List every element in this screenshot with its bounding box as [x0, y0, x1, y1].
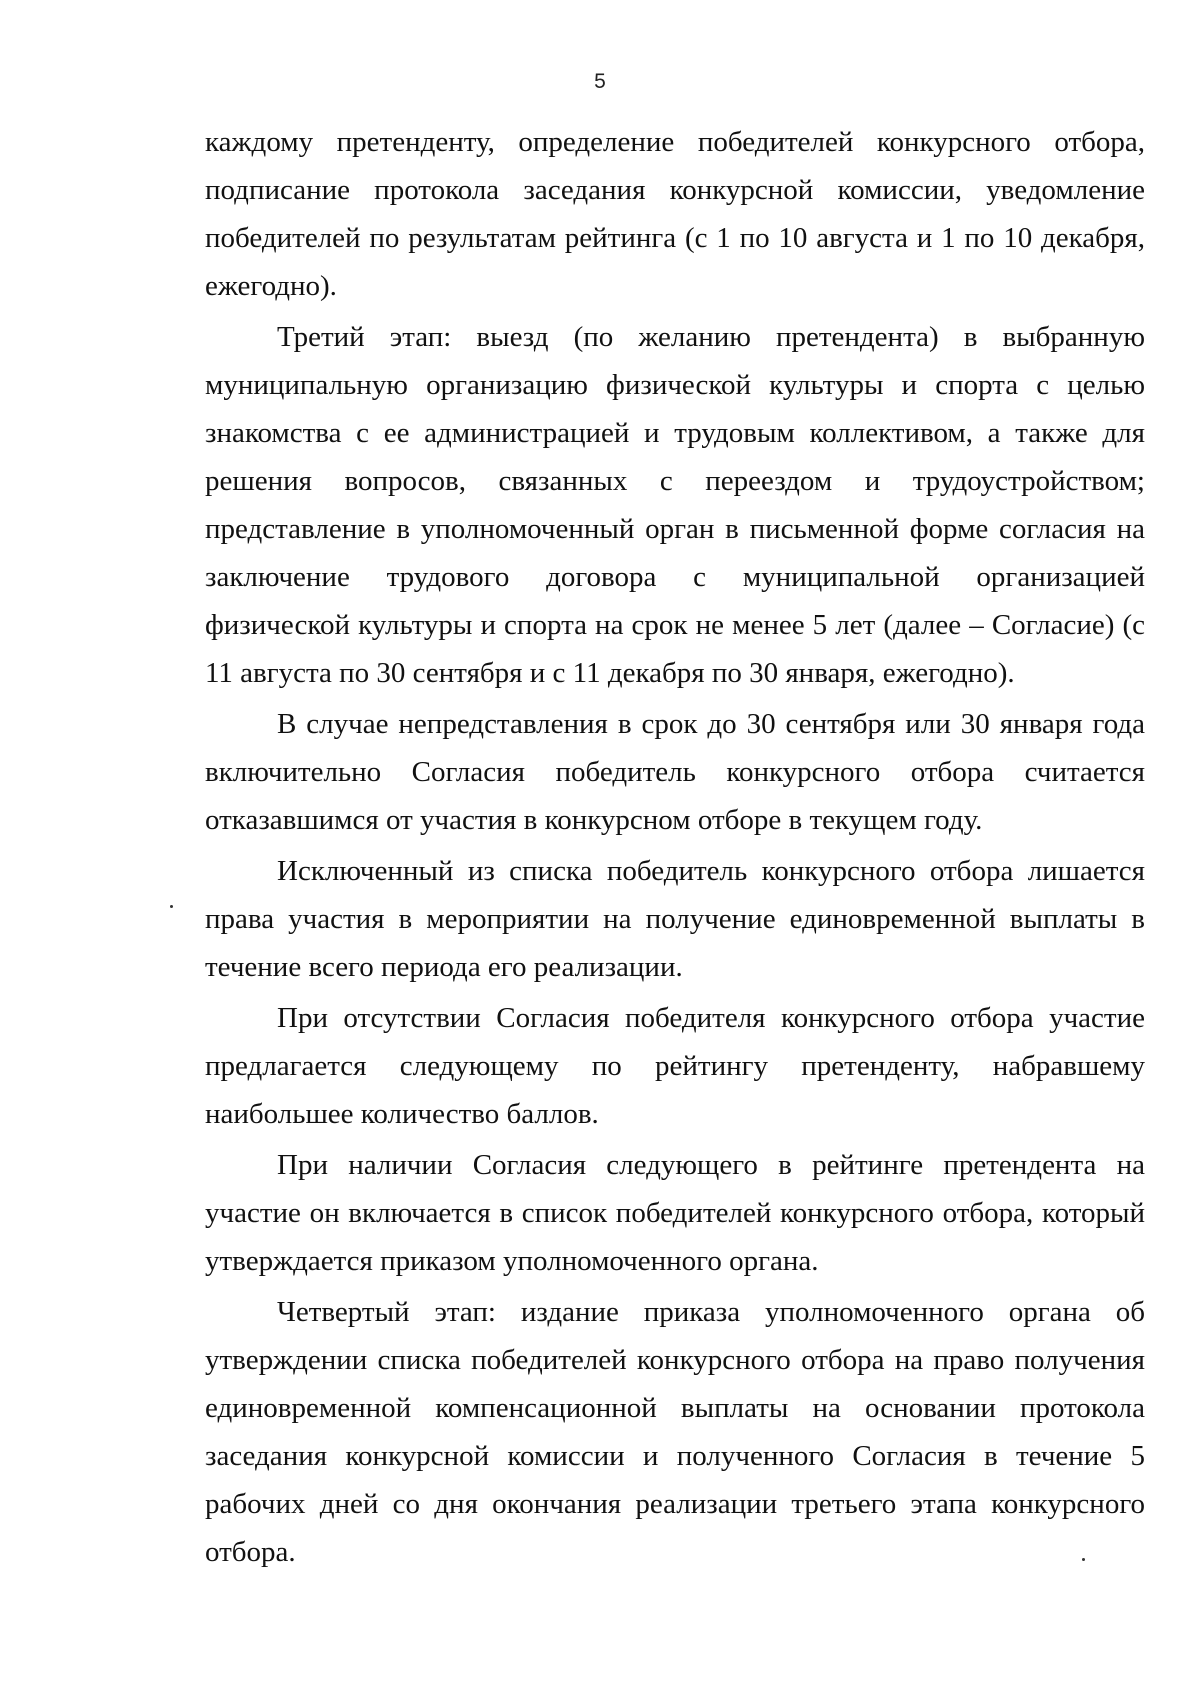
paragraph-continuation: каждому претенденту, определение победителей конкурсного отбора, подписание протокола заседания конкурсной комиссии, уведомление победителей по результатам рейтинга (с 1 по 10 августа и 1 по 10 декабря, ежегодно). [205, 126, 1145, 302]
page-number: 5 [594, 70, 606, 93]
scan-speck [1082, 1558, 1085, 1561]
document-body [205, 118, 1145, 1576]
paragraph-excluded-winner: Исключенный из списка победитель конкурсного отбора лишается права участия в мероприятии на получение единовременной выплаты в течение всего периода его реализации. [205, 855, 1145, 983]
paragraph-consent-deadline: В случае непредставления в срок до 30 сентября или 30 января года включительно Согласия победитель конкурсного отбора считается отказавшимся от участия в конкурсном отборе в текущем году. [205, 708, 1145, 836]
paragraph-no-consent: При отсутствии Согласия победителя конкурсного отбора участие предлагается следующему по рейтингу претенденту, набравшему наибольшее количество баллов. [205, 1002, 1145, 1130]
scan-speck [170, 905, 173, 908]
paragraph-next-candidate: При наличии Согласия следующего в рейтинге претендента на участие он включается в список победителей конкурсного отбора, который утверждается приказом уполномоченного органа. [205, 1149, 1145, 1277]
paragraph-stage-four: Четвертый этап: издание приказа уполномоченного органа об утверждении списка победителей конкурсного отбора на право получения единовременной компенсационной выплаты на основании протокола заседания конкурсной комиссии и полученного Согласия в течение 5 рабочих дней со дня окончания реализации третьего этапа конкурсного отбора. [205, 1296, 1145, 1568]
paragraph-stage-three: Третий этап: выезд (по желанию претендента) в выбранную муниципальную организацию физической культуры и спорта с целью знакомства с ее администрацией и трудовым коллективом, а также для решения вопросов, связанных с переездом и трудоустройством; представление в уполномоченный орган в письменной форме согласия на заключение трудового договора с муниципальной организацией физической культуры и спорта на срок не менее 5 лет (далее – Согласие) (с 11 августа по 30 сентября и с 11 декабря по 30 января, ежегодно). [205, 321, 1145, 689]
